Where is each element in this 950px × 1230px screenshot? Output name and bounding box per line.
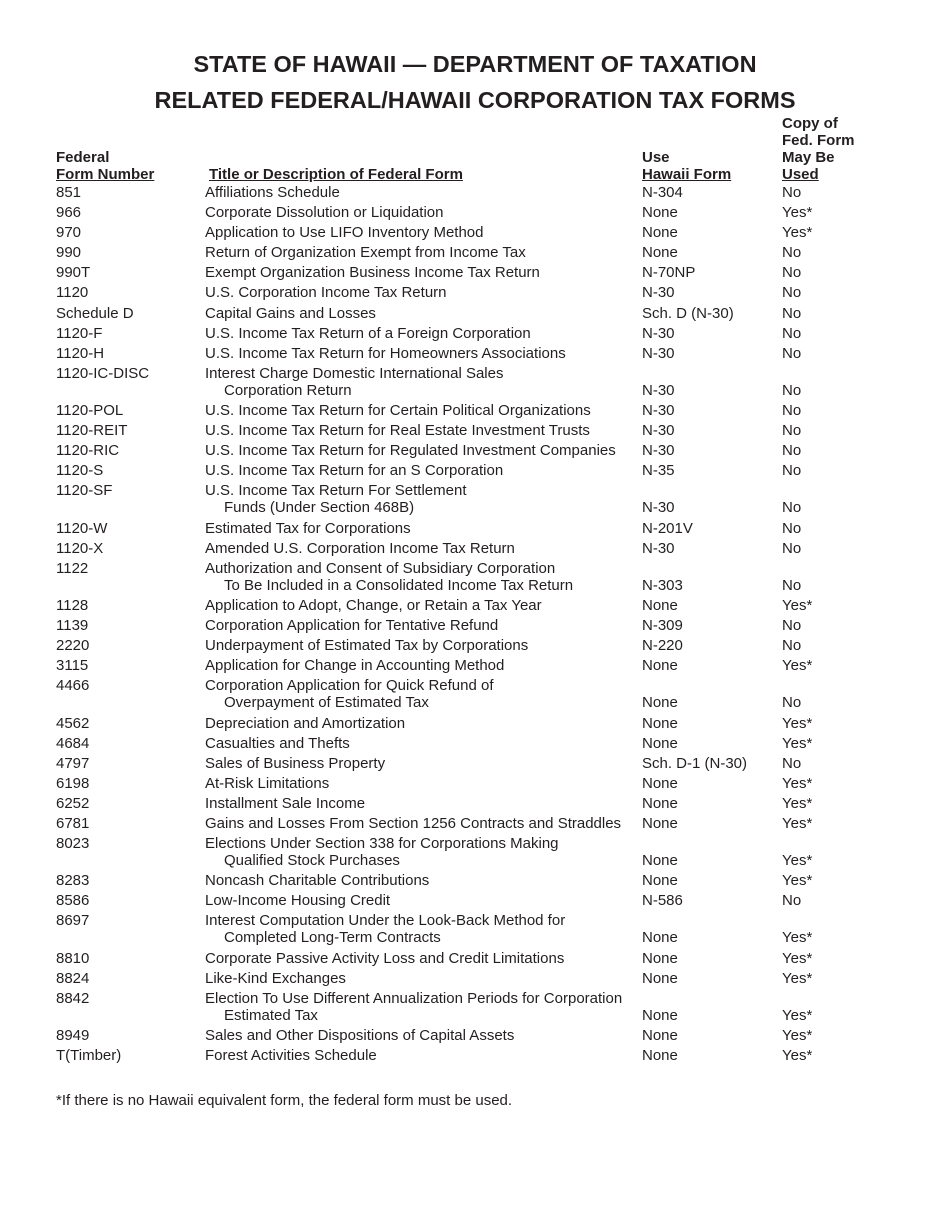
table-row [56,754,916,774]
federal-form-number: Schedule D [56,304,134,322]
copy-may-be-used: Yes* [782,774,813,792]
copy-may-be-used: No [782,442,802,460]
form-title-line: U.S. Income Tax Return for Certain Political Organizations [205,402,591,420]
copy-may-be-used: Yes* [782,596,813,614]
federal-form-number: 2220 [56,637,90,655]
table-row [56,344,916,364]
form-title-line: Interest Computation Under the Look-Back Method for [205,912,566,930]
copy-may-be-used: No [782,892,802,910]
copy-may-be-used: Yes* [782,714,813,732]
form-title [205,325,531,342]
form-title [205,970,346,987]
copy-may-be-used: No [782,381,802,399]
form-title-line: Gains and Losses From Section 1256 Contracts and Straddles [205,815,622,832]
table-row [56,794,916,814]
hawaii-form: None [642,596,678,614]
federal-form-number: T(Timber) [56,1047,122,1065]
hawaii-form: N-201V [642,519,693,537]
form-title [205,422,590,439]
form-title [205,715,405,732]
form-title-line: Corporate Dissolution or Liquidation [205,204,444,222]
table-row [56,461,916,481]
table-row [56,989,916,1026]
federal-form-number: 1139 [56,617,89,635]
copy-may-be-used: No [782,637,802,655]
federal-form-number: 970 [56,224,82,242]
form-title [205,950,564,967]
hawaii-form: N-309 [642,617,683,635]
form-title [205,520,411,537]
hawaii-form: None [642,815,678,832]
copy-may-be-used: No [782,576,802,594]
federal-form-number: 4466 [56,677,90,695]
table-row [56,1046,916,1066]
form-title-line: U.S. Income Tax Return For Settlement [205,482,467,500]
hawaii-form: None [642,1027,678,1045]
form-title [205,402,591,419]
table-row [56,969,916,989]
form-title-line: Installment Sale Income [205,794,366,812]
federal-form-number: 1120-F [56,324,103,342]
federal-form-number: 1120-S [56,462,104,480]
table-row [56,676,916,713]
table-row [56,1026,916,1046]
copy-may-be-used: Yes* [782,815,813,832]
form-title-continuation: To Be Included in a Consolidated Income Tax Return [224,576,574,594]
federal-form-number: 1120-POL [56,402,124,420]
hawaii-form: N-30 [642,499,675,517]
federal-form-number: 1120-SF [56,482,113,500]
form-title [205,224,483,241]
form-title-line: U.S. Income Tax Return for Real Estate Investment Trusts [205,422,590,440]
form-title-line: Casualties and Thefts [205,734,350,752]
form-title [205,637,528,654]
hawaii-form: N-30 [642,442,675,460]
copy-may-be-used: No [782,754,802,772]
federal-form-number: 8810 [56,949,90,967]
hawaii-form: None [642,694,678,712]
form-title-line: Authorization and Consent of Subsidiary Corporation [205,559,556,577]
form-title-continuation: Funds (Under Section 468B) [224,499,415,517]
copy-may-be-used: No [782,422,802,440]
form-title [205,442,616,459]
hawaii-form: None [642,852,678,870]
page-subtitle: RELATED FEDERAL/HAWAII CORPORATION TAX FORMS [154,87,796,113]
table-header [56,114,916,183]
form-title [205,264,540,281]
table-row [56,734,916,754]
table-row [56,223,916,243]
copy-may-be-used: Yes* [782,794,813,812]
federal-form-number: 966 [56,204,82,222]
federal-form-number: 1120-X [56,539,104,557]
copy-may-be-used: Yes* [782,1047,813,1065]
form-title [205,462,503,479]
form-title [205,835,559,869]
form-title-line: Corporation Application for Quick Refund of [205,677,494,695]
table-row [56,421,916,441]
copy-may-be-used: Yes* [782,852,813,870]
hawaii-form: N-30 [642,324,675,342]
hawaii-form: N-30 [642,539,675,557]
table-row [56,616,916,636]
federal-form-number: 1120-H [56,344,105,362]
federal-form-number: 990T [56,264,91,282]
copy-may-be-used: No [782,264,802,282]
table-row [56,441,916,461]
hawaii-form: None [642,949,678,967]
hawaii-form: Sch. D (N-30) [642,304,734,322]
hawaii-form: None [642,969,678,987]
form-title [205,184,340,201]
copy-may-be-used: No [782,402,802,420]
table-row [56,656,916,676]
table-row [56,949,916,969]
hawaii-form: N-220 [642,637,683,655]
hawaii-form: N-304 [642,184,683,201]
federal-form-number: 8949 [56,1027,90,1045]
hawaii-form: N-30 [642,284,675,302]
copy-may-be-used: No [782,284,802,302]
form-title-line: Sales and Other Dispositions of Capital Assets [205,1027,515,1045]
federal-form-number: 851 [56,184,82,201]
form-title [205,990,622,1024]
hawaii-form: None [642,1047,678,1065]
form-title-continuation: Corporation Return [224,381,352,399]
form-title-line: Elections Under Section 338 for Corporations Making [205,835,559,853]
federal-form-number: 4684 [56,734,90,752]
form-title-line: Depreciation and Amortization [205,714,406,732]
table-row [56,364,916,401]
page-title: STATE OF HAWAII — DEPARTMENT OF TAXATION [193,51,757,77]
table-row [56,243,916,263]
form-title [205,617,498,634]
federal-form-number: 8283 [56,872,90,890]
federal-form-number: 1120-IC-DISC [56,364,150,382]
form-title-line: Sales of Business Property [205,754,386,772]
copy-may-be-used: Yes* [782,657,813,675]
copy-may-be-used: Yes* [782,872,813,890]
form-title-line: Noncash Charitable Contributions [205,872,430,890]
form-title-line: Underpayment of Estimated Tax by Corporations [205,637,529,655]
form-title-line: Corporation Application for Tentative Refund [205,617,499,635]
form-title-line: Like-Kind Exchanges [205,969,346,987]
copy-may-be-used: No [782,499,802,517]
hawaii-form: N-70NP [642,264,696,282]
copy-may-be-used: No [782,344,802,362]
table-row [56,283,916,303]
copy-may-be-used: Yes* [782,224,813,242]
form-title-continuation: Overpayment of Estimated Tax [224,694,429,712]
copy-may-be-used: No [782,244,802,262]
copy-may-be-used: No [782,617,802,635]
form-title-line: Application for Change in Accounting Method [205,657,505,675]
hawaii-form: None [642,774,678,792]
form-title [205,775,329,792]
form-title [205,657,504,674]
form-title [205,1027,514,1044]
table-row [56,636,916,656]
header-copy-fed-form: Copy of Fed. Form May Be Used [782,115,855,183]
form-title-line: Corporate Passive Activity Loss and Credit Limitations [205,949,565,967]
table-body [56,183,916,1066]
form-title-line: U.S. Corporation Income Tax Return [205,284,447,302]
form-title [205,755,385,772]
form-title-line: U.S. Income Tax Return for an S Corporation [205,462,504,480]
form-title [205,284,447,301]
form-title-continuation: Completed Long-Term Contracts [224,929,441,947]
footnote: *If there is no Hawaii equivalent form, the federal form must be used. [56,1092,513,1109]
hawaii-form: None [642,929,678,947]
form-title-line: Low-Income Housing Credit [205,892,391,910]
form-title [205,872,429,889]
hawaii-form: N-35 [642,462,675,480]
form-title-line: Affiliations Schedule [205,184,340,201]
form-title [205,482,467,516]
federal-form-number: 6198 [56,774,90,792]
form-title [205,345,566,362]
federal-form-number: 8586 [56,892,90,910]
table-row [56,519,916,539]
form-title-line: Exempt Organization Business Income Tax Return [205,264,540,282]
federal-form-number: 8697 [56,912,90,930]
copy-may-be-used: Yes* [782,949,813,967]
form-title-line: U.S. Income Tax Return for Homeowners Associations [205,344,566,362]
copy-may-be-used: No [782,539,802,557]
form-title-line: Application to Use LIFO Inventory Method [205,224,484,242]
form-title [205,204,443,221]
form-title-continuation: Estimated Tax [224,1006,318,1024]
hawaii-form: None [642,1006,678,1024]
hawaii-form: N-303 [642,576,683,594]
hawaii-form: N-30 [642,381,675,399]
federal-form-number: 3115 [56,657,89,675]
federal-form-number: 1122 [56,559,89,577]
form-title [205,540,515,557]
hawaii-form: None [642,657,678,675]
form-title-line: Amended U.S. Corporation Income Tax Return [205,539,515,557]
table-row [56,263,916,283]
form-title [205,912,565,946]
copy-may-be-used: Yes* [782,929,813,947]
form-title-line: Capital Gains and Losses [205,304,376,322]
hawaii-form: None [642,224,678,242]
table-row [56,714,916,734]
header-use-hawaii-form: Use Hawaii Form [642,149,732,183]
copy-may-be-used: No [782,519,802,537]
form-title [205,892,390,909]
form-title-line: Application to Adopt, Change, or Retain a Tax Year [205,596,542,614]
table-row [56,539,916,559]
form-title [205,1047,377,1064]
federal-form-number: 1120-RIC [56,442,120,460]
federal-form-number: 8842 [56,989,90,1007]
federal-form-number: 8824 [56,969,90,987]
hawaii-form: None [642,794,678,812]
table-row [56,203,916,223]
copy-may-be-used: Yes* [782,204,813,222]
hawaii-form: N-30 [642,422,675,440]
form-title-line: Interest Charge Domestic International Sales [205,364,504,382]
form-title-line: U.S. Income Tax Return for Regulated Investment Companies [205,442,616,460]
copy-may-be-used: No [782,184,802,201]
form-title [205,305,376,322]
federal-form-number: 4562 [56,714,90,732]
table-row [56,834,916,871]
form-title [205,244,526,261]
federal-form-number: 6252 [56,794,90,812]
table-row [56,871,916,891]
federal-form-number: 1120 [56,284,89,302]
federal-form-number: 1120-W [56,519,108,537]
hawaii-form: None [642,244,678,262]
form-title [205,365,503,399]
copy-may-be-used: Yes* [782,969,813,987]
federal-form-number: 1120-REIT [56,422,128,440]
table-row [56,774,916,794]
copy-may-be-used: Yes* [782,1027,813,1045]
form-title [205,815,621,832]
table-row [56,559,916,596]
table-row [56,891,916,911]
table-row [56,911,916,948]
form-title [205,735,350,752]
form-title-line: Forest Activities Schedule [205,1047,377,1065]
form-title [205,795,365,812]
form-title [205,560,573,594]
form-title-line: Return of Organization Exempt from Income Tax [205,244,526,262]
hawaii-form: None [642,734,678,752]
form-title-line: Estimated Tax for Corporations [205,519,411,537]
hawaii-form: None [642,714,678,732]
copy-may-be-used: Yes* [782,1006,813,1024]
table-row [56,401,916,421]
federal-form-number: 1128 [56,596,89,614]
hawaii-form: Sch. D-1 (N-30) [642,754,748,772]
federal-form-number: 6781 [56,815,90,832]
form-title-line: At-Risk Limitations [205,774,330,792]
header-title-description: Title or Description of Federal Form [209,166,463,183]
copy-may-be-used: No [782,304,802,322]
form-title [205,677,494,711]
copy-may-be-used: No [782,462,802,480]
federal-form-number: 4797 [56,754,90,772]
form-title-line: Election To Use Different Annualization Periods for Corporation [205,989,623,1007]
hawaii-form: N-30 [642,344,675,362]
table-row [56,183,916,203]
header-federal-form-number: Federal Form Number [56,149,155,183]
table-row [56,814,916,834]
federal-form-number: 8023 [56,835,90,853]
forms-table [56,114,916,1066]
hawaii-form: None [642,204,678,222]
copy-may-be-used: No [782,694,802,712]
table-row [56,596,916,616]
table-row [56,481,916,518]
copy-may-be-used: Yes* [782,734,813,752]
federal-form-number: 990 [56,244,82,262]
form-title [205,597,542,614]
copy-may-be-used: No [782,324,802,342]
hawaii-form: N-30 [642,402,675,420]
hawaii-form: N-586 [642,892,683,910]
table-row [56,324,916,344]
table-row [56,304,916,324]
form-title-continuation: Qualified Stock Purchases [224,852,400,870]
hawaii-form: None [642,872,678,890]
form-title-line: U.S. Income Tax Return of a Foreign Corporation [205,324,531,342]
